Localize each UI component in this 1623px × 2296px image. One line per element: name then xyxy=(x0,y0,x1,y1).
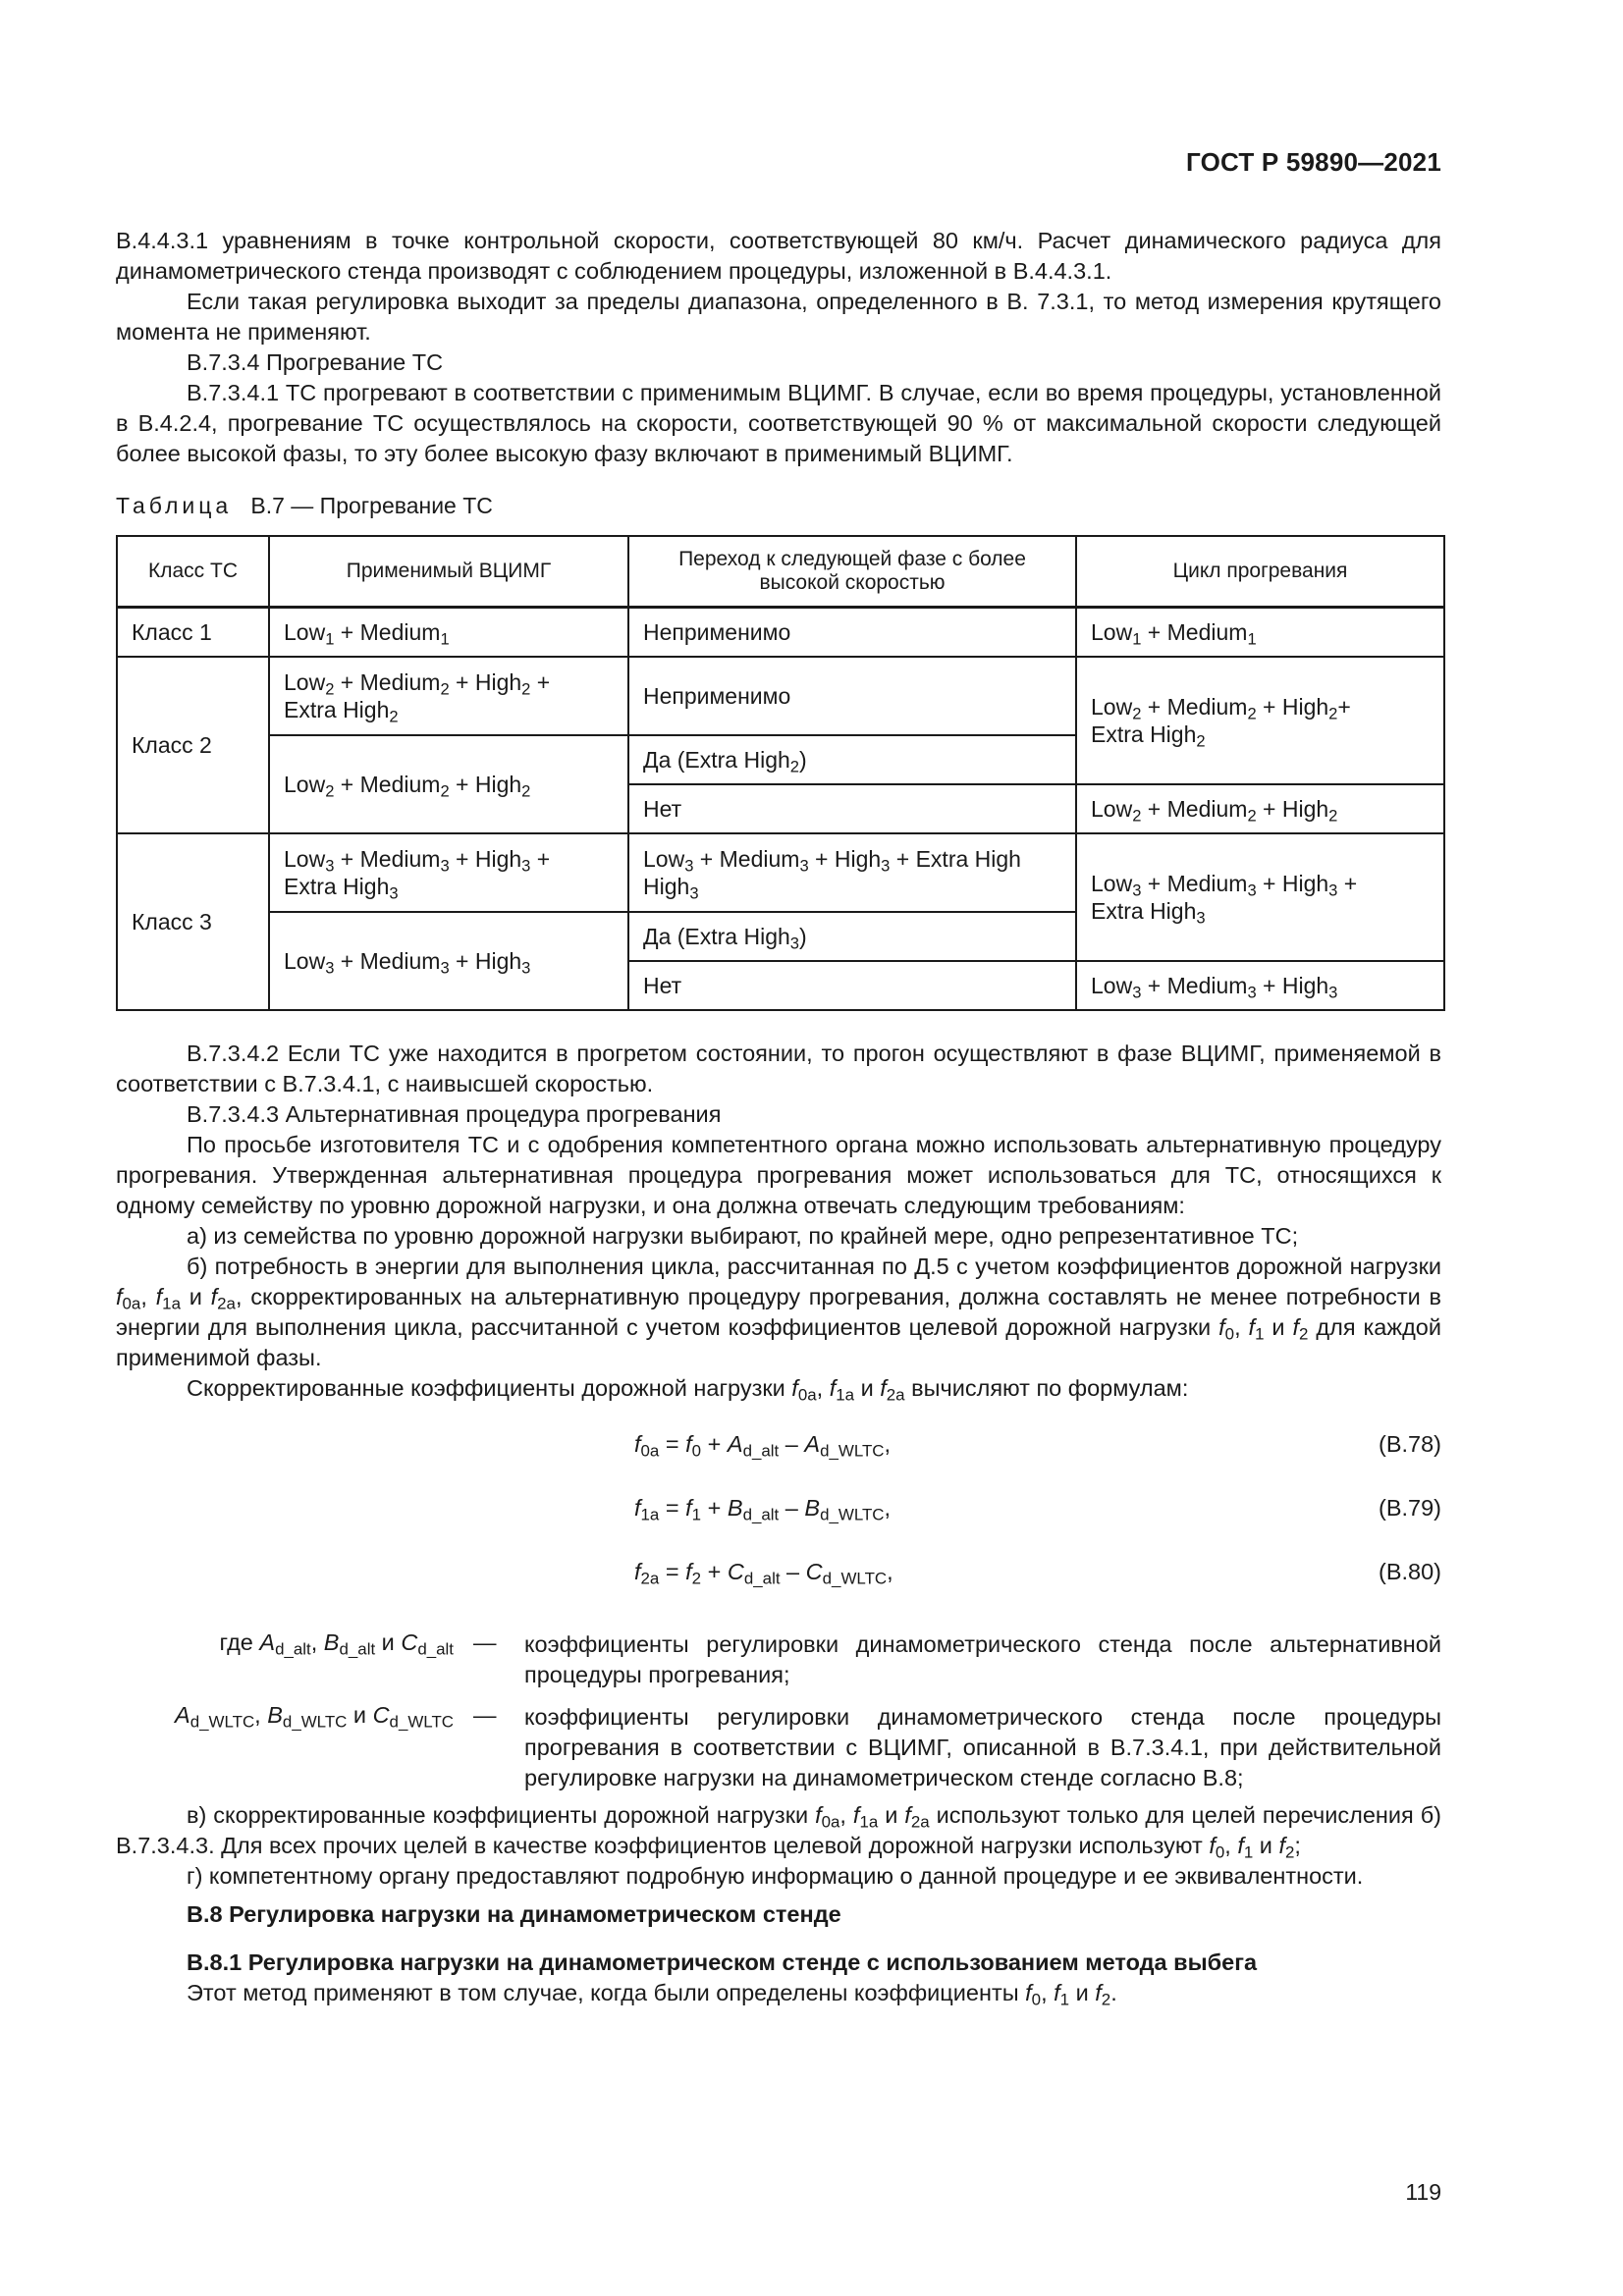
cycle-cell: Low$_3$ + Medium$_3$ + High$_3$ + Extra High$_3$ xyxy=(269,833,628,912)
paragraph: В.7.3.4.2 Если ТС уже находится в прогретом состоянии, то прогон осуществляют в фазе ВЦИМГ, применяемой в соответствии с В.7.3.4.1, с наивысшей скоростью. xyxy=(116,1041,1441,1096)
list-item: г) компетентному органу предоставляют подробную информацию о данной процедуре и ее эквивалентности. xyxy=(187,1863,1364,1889)
header-warmup: Цикл прогревания xyxy=(1076,536,1444,608)
paragraph: В.4.4.3.1 уравнениям в точке контрольной скорости, соответствующей 80 км/ч. Расчет динамического радиуса для динамометрического стенда производят с соблюдением процедуры, изложенной в В.4.4.3.1. xyxy=(116,228,1441,284)
formula-b79 xyxy=(116,1495,1441,1528)
formula-number: (В.78) xyxy=(1379,1431,1441,1457)
section-heading: В.8 Регулировка нагрузки на динамометрическом стенде xyxy=(187,1901,841,1927)
paragraph: Этот метод применяют в том случае, когда были определены коэффициенты $f_0$, $f_1$ и $f_2$. xyxy=(187,1980,1117,2009)
transition-cell: Да (Extra High$_2$) xyxy=(628,735,1076,784)
header-transition: Переход к следующей фазе с более высокой скоростью xyxy=(628,536,1076,608)
table-header-row xyxy=(117,536,1444,608)
formula-expression: $f_{2a} = f_2 + C_{d\_alt} - C_{d\_WLTC}$, xyxy=(634,1559,893,1588)
paragraph: По просьбе изготовителя ТС и с одобрения компетентного органа можно использовать альтернативную процедуру прогревания. Утвержденная альтернативная процедура прогревания может использоваться для ТС, относящихся к одному семейству по уровню дорожной нагрузки, и она должна отвечать следующим требованиям: xyxy=(116,1132,1441,1218)
formula-b78 xyxy=(116,1431,1441,1465)
table-caption xyxy=(116,493,493,519)
section-heading: В.7.3.4.3 Альтернативная процедура прогревания xyxy=(187,1101,722,1127)
transition-cell: Да (Extra High$_3$) xyxy=(628,912,1076,961)
cycle-cell: Low$_1$ + Medium$_1$ xyxy=(269,608,628,657)
subsection-heading: В.8.1 Регулировка нагрузки на динамометрическом стенде с использованием метода выбега xyxy=(187,1949,1258,1975)
definition-row xyxy=(116,1702,1441,1796)
paragraph: В.7.3.4.1 ТС прогревают в соответствии с применимым ВЦИМГ. В случае, если во время процедуры, установленной в В.4.2.4, прогревание ТС осуществлялось на скорости, соответствующей 90 % от максимальной скорости следующей более высокой фазы, то эту более высокую фазу включают в применимый ВЦИМГ. xyxy=(116,380,1441,466)
definition-text: коэффициенты регулировки динамометрического стенда после альтернативной процедуры прогревания; xyxy=(524,1631,1441,1687)
list-item: б) потребность в энергии для выполнения цикла, рассчитанная по Д.5 с учетом коэффициентов дорожной нагрузки $f_{0a}$, $f_{1a}$ и $f_{2a}$, скорректированных на альтернативную процедуру прогревания, должна составлять не менее потребности в энергии для выполнения цикла, рассчитанной с учетом коэффициентов целевой дорожной нагрузки $f_0$, $f_1$ и $f_2$ для каждой применимой фазы. xyxy=(116,1254,1442,1370)
transition-cell: Нет xyxy=(628,961,1076,1010)
header-class: Класс ТС xyxy=(117,536,269,608)
definition-dash: — xyxy=(473,1629,497,1655)
formula-number: (В.80) xyxy=(1379,1559,1441,1584)
paragraph: Скорректированные коэффициенты дорожной нагрузки $f_{0a}$, $f_{1a}$ и $f_{2a}$ вычисляют по формулам: xyxy=(187,1375,1189,1405)
standard-number: ГОСТ Р 59890—2021 xyxy=(1186,147,1441,177)
definition-symbol: где $A_{d\_alt}$, $B_{d\_alt}$ и $C_{d\_alt}$ xyxy=(219,1629,454,1659)
class-cell: Класс 3 xyxy=(117,833,269,1010)
paragraph: Если такая регулировка выходит за пределы диапазона, определенного в В. 7.3.1, то метод измерения крутящего момента не применяют. xyxy=(116,289,1441,345)
list-item: в) скорректированные коэффициенты дорожной нагрузки $f_{0a}$, $f_{1a}$ и $f_{2a}$ используют только для целей перечисления б) В.7.3.4.3. Для всех прочих целей в качестве коэффициентов целевой дорожной нагрузки используют $f_0$, $f_1$ и $f_2$; xyxy=(116,1802,1441,1862)
warmup-cell: Low$_2$ + Medium$_2$ + High$_2$+ Extra High$_2$ xyxy=(1076,657,1444,784)
definition-dash: — xyxy=(473,1702,497,1728)
formula-expression: $f_{1a} = f_1 + B_{d\_alt} - B_{d\_WLTC}$, xyxy=(634,1495,892,1524)
definition-symbol: $A_{d\_WLTC}$, $B_{d\_WLTC}$ и $C_{d\_WLTC}$ xyxy=(175,1702,454,1732)
warmup-cell: Low$_2$ + Medium$_2$ + High$_2$ xyxy=(1076,784,1444,833)
formula-expression: $f_{0a} = f_0 + A_{d\_alt} - A_{d\_WLTC}$, xyxy=(634,1431,892,1461)
cycle-cell: Low$_3$ + Medium$_3$ + High$_3$ xyxy=(269,912,628,1010)
warmup-cell: Low$_3$ + Medium$_3$ + High$_3$ xyxy=(1076,961,1444,1010)
class-cell: Класс 1 xyxy=(117,608,269,657)
definition-text: коэффициенты регулировки динамометрического стенда после процедуры прогревания в соответствии с ВЦИМГ, описанной в В.7.3.4.1, при действительной регулировке нагрузки на динамометрическом стенде согласно В.8; xyxy=(524,1704,1441,1790)
table-caption-label: Таблица xyxy=(116,493,233,518)
warmup-cell: Low$_3$ + Medium$_3$ + High$_3$ + Extra High$_3$ xyxy=(1076,833,1444,961)
tail-block xyxy=(116,1800,1441,2008)
definition-row xyxy=(116,1629,1441,1694)
transition-cell: Нет xyxy=(628,784,1076,833)
warmup-cell: Low$_1$ + Medium$_1$ xyxy=(1076,608,1444,657)
body-block xyxy=(116,1039,1441,1404)
cycle-cell: Low$_2$ + Medium$_2$ + High$_2$ + Extra High$_2$ xyxy=(269,657,628,735)
transition-cell: Неприменимо xyxy=(628,657,1076,735)
table-caption-text: В.7 — Прогревание ТС xyxy=(250,493,493,518)
cycle-cell: Low$_2$ + Medium$_2$ + High$_2$ xyxy=(269,735,628,833)
transition-cell: Low$_3$ + Medium$_3$ + High$_3$ + Extra High High$_3$ xyxy=(628,833,1076,912)
list-item: а) из семейства по уровню дорожной нагрузки выбирают, по крайней мере, одно репрезентативное ТС; xyxy=(187,1223,1299,1249)
class-cell: Класс 2 xyxy=(117,657,269,833)
formula-b80 xyxy=(116,1559,1441,1592)
formula-number: (В.79) xyxy=(1379,1495,1441,1521)
intro-block xyxy=(116,226,1441,469)
table-row xyxy=(117,657,1444,735)
section-heading: В.7.3.4 Прогревание ТС xyxy=(187,349,444,375)
page-number: 119 xyxy=(1405,2179,1441,2205)
header-cycle: Применимый ВЦИМГ xyxy=(269,536,628,608)
transition-cell: Неприменимо xyxy=(628,608,1076,657)
table-row xyxy=(117,608,1444,657)
table-row xyxy=(117,833,1444,912)
warmup-table xyxy=(116,535,1445,1011)
